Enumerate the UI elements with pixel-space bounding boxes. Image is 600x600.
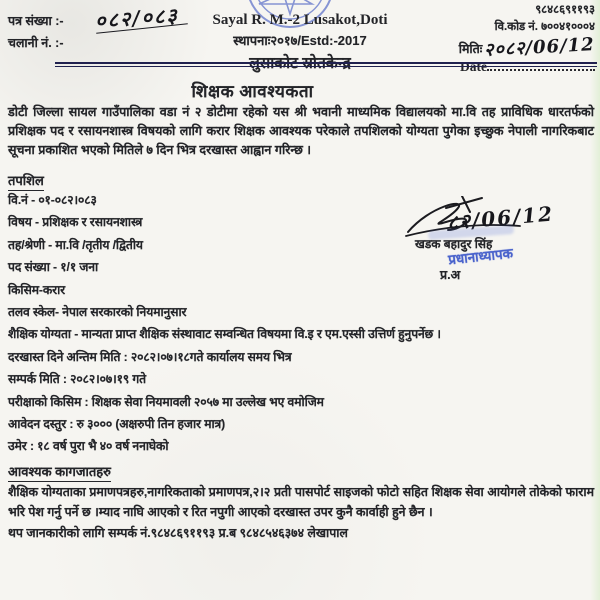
signature-handwritten-date: ८२/06/12: [446, 201, 555, 235]
headmaster-stamp-text: प्रधानाध्यापक: [447, 245, 514, 268]
notice-title: शिक्षक आवश्यकता: [191, 82, 314, 101]
detail-line-subject: विषय - प्रशिक्षक र रसायनशास्त्र: [8, 215, 143, 230]
detail-line-deadline: दरखास्त दिने अन्तिम मिति : २०८२।०७।१८गते कार्यालय समय भित्र: [8, 349, 292, 364]
letter-no-handwritten-value: ०८२/०८३: [94, 3, 180, 33]
signatory-name: खडक बहादुर सिंह: [415, 237, 493, 251]
detail-line-contact-date: सम्पर्क मिति : २०८२।०७।१९ गते: [8, 372, 147, 387]
detail-line-type: किसिम-करार: [8, 282, 66, 297]
date-bs-handwritten-value: २०८२/06/12: [483, 34, 596, 61]
detail-line-salary-scale: तलव स्केल- नेपाल सरकारको नियमानुसार: [8, 305, 187, 320]
detail-line-post-count: पद संख्या - १/१ जना: [8, 260, 99, 275]
school-code: वि.कोड नं. ७००४१०००४: [494, 21, 595, 33]
required-documents-paragraph: शैक्षिक योग्यताका प्रमाणपत्रहरु,नागरिकताको प्रमाणपत्र,२।२ प्रती पासपोर्ट साइजको फोटो सहित शिक्षक सेवा आयोगले तोकेको फाराम भरि पेश गर्नु पर्ने छ ।म्याद नाघि आएको र रित नपुगी आएको दरखास्त उपर कुनै कार्वाही हुने छैन ।: [8, 485, 594, 519]
dispatch-no-label: चलानी नं. :-: [8, 36, 64, 50]
detail-line-application-fee: आवेदन दस्तुर : रु ३००० (अक्षरुपी तिन हजार मात्र): [8, 417, 226, 432]
letter-no-label: पत्र संख्या :-: [8, 14, 64, 28]
detail-line-age-limit: उमेर : १८ वर्ष पुरा भै ४० वर्ष ननाघेको: [8, 439, 169, 454]
resource-center-name: लुसाकोट स्रोतकेन्द्र: [249, 55, 351, 72]
footer-contact-line: थप जानकारीको लागि सम्पर्क नं.९८४८६९११९३ प्र.ब ९८४८५४६३७४ लेखापाल: [8, 526, 348, 540]
header-left-block: [8, 10, 64, 54]
detail-line-level-grade: तह/श्रेणी - मा.वि /तृतीय /द्वितीय: [8, 237, 143, 252]
details-heading: तपशिल: [8, 171, 44, 191]
established-line: स्थापनाः२०१७/Estd:-2017: [233, 33, 367, 48]
notice-body-paragraph: डोटी जिल्ला सायल गाउँपालिका वडा नं २ डोटीमा रहेको यस श्री भवानी माध्यमिक विद्यालयको मा.वि तह प्राविधिक धारतर्फको प्रशिक्षक पद र रसायनशास्त्र विषयको लागि करार शिक्षक आवश्यक परेकाले तपशिलको योग्यता पुगेका इच्छुक नेपाली नागरिकबाट सूचना प्रकाशित भएको मितिले ७ दिन भित्र दरखास्त आह्वान गरिन्छ ।: [8, 105, 594, 157]
phone-number: ९८४८६९११९३: [535, 4, 595, 16]
date-en-label: Date: [460, 59, 487, 74]
required-documents-heading: आवश्यक कागजातहरु: [8, 462, 111, 482]
org-name-english: Sayal R. M.-2 Lusakot,Doti: [212, 12, 388, 28]
detail-line-qualification: शैक्षिक योग्यता - मान्यता प्राप्त शैक्षिक संस्थावाट सम्वन्धित विषयमा वि.इ र एम.एस्सी उत्तिर्ण हुनुपर्नेछ ।: [8, 327, 441, 342]
detail-line-exam-type: परीक्षाको किसिम : शिक्षक सेवा नियमावली २०५७ मा उल्लेख भए वमोजिम: [8, 394, 324, 409]
signatory-designation-short: प्र.अ: [440, 268, 461, 282]
details-list: [8, 189, 441, 458]
header-divider-rule: [55, 62, 597, 67]
date-bs-label: मितिः: [458, 42, 483, 56]
detail-line-advert-no: वि.नं - ०१-०८२।०८३: [8, 193, 97, 207]
